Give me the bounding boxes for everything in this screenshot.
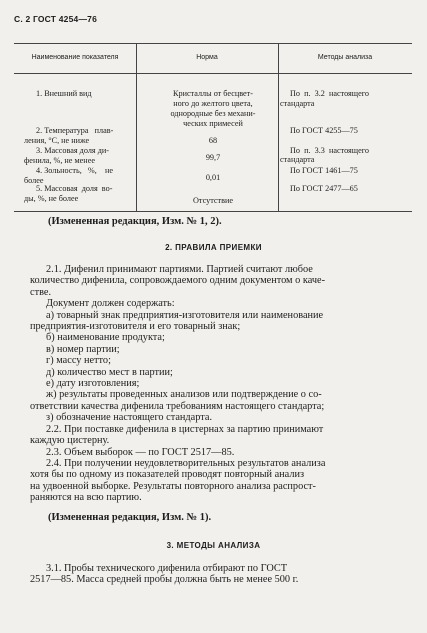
- column-header-method: Методы анализа: [317, 54, 373, 61]
- section2-line: 2.2. При поставке дифенила в цистернах за партию принимают: [46, 423, 324, 435]
- row3-name-b: фенила, %, не менее: [24, 156, 95, 165]
- section2-line: г) массу нетто;: [46, 355, 111, 367]
- section-3-body: [30, 563, 398, 586]
- section-2-title: 2. ПРАВИЛА ПРИЕМКИ: [165, 243, 262, 252]
- row4-method: По ГОСТ 1461—75: [290, 166, 358, 175]
- section3-line: 3.1. Пробы технического дифенила отбирают по ГОСТ: [46, 563, 288, 574]
- section2-line: Документ должен содержать:: [46, 298, 175, 310]
- row5-method: По ГОСТ 2477—65: [290, 184, 358, 193]
- section2-line: ж) результаты проведенных анализов или подтверждение о со-: [46, 389, 322, 401]
- section2-line: б) наименование продукта;: [46, 332, 165, 344]
- section2-line: в) номер партии;: [46, 343, 120, 355]
- row2-name-a: 2. Температура плав-: [36, 126, 114, 135]
- row4-name-a: 4. Зольность, %, не: [36, 166, 113, 175]
- section2-line: предприятия-изготовителя и его товарный знак;: [30, 321, 241, 333]
- section2-line: 2.1. Дифенил принимают партиями. Партией считают любое: [46, 264, 313, 275]
- section-3-title: 3. МЕТОДЫ АНАЛИЗА: [166, 541, 261, 550]
- table-rule-bottom: [14, 211, 412, 212]
- column-header-norm: Норма: [196, 54, 218, 61]
- section2-line: 2.3. Объем выборок — по ГОСТ 2517—85.: [46, 446, 235, 458]
- row3-method-a: По п. 3.3 настоящего: [290, 146, 369, 155]
- section2-line: количество дифенила, сопровождаемого одним документом о каче-: [30, 275, 326, 287]
- row3-name-a: 3. Массовая доля ди-: [36, 146, 109, 155]
- section3-line: 2517—85. Масса средней пробы должна быть не менее 500 г.: [30, 574, 299, 586]
- row4-name-b: более: [24, 176, 44, 185]
- table-rule-header: [14, 73, 412, 74]
- row2-norm: 68: [208, 136, 218, 145]
- row2-method: По ГОСТ 4255—75: [290, 126, 358, 135]
- row3-norm: 99,7: [205, 153, 221, 162]
- row5-norm: Отсутствие: [193, 196, 233, 205]
- section2-line: каждую цистерну.: [30, 435, 110, 447]
- table-rule-col2: [278, 43, 279, 211]
- row1-method-b: стандарта: [280, 99, 315, 108]
- amendment-note-1: (Измененная редакция, Изм. № 1, 2).: [48, 216, 222, 227]
- section2-line: 2.4. При получении неудовлетворительных результатов анализа: [46, 457, 326, 469]
- row1-method-a: По п. 3.2 настоящего: [290, 89, 369, 98]
- section2-line: хотя бы по одному из показателей проводят повторный анализ: [30, 469, 305, 481]
- section2-line: на удвоенной выборке. Результаты повторного анализа распрост-: [30, 480, 316, 492]
- row2-name-b: ления, °С, не ниже: [24, 136, 90, 145]
- column-header-name: Наименование показателя: [31, 54, 119, 61]
- section2-line: а) товарный знак предприятия-изготовителя или наименование: [46, 309, 324, 321]
- table-rule-top: [14, 43, 412, 44]
- section-2-body: [30, 264, 398, 504]
- row3-method-b: стандарта: [280, 155, 315, 164]
- section2-line: е) дату изготовления;: [46, 378, 140, 390]
- row5-name-b: ды, %, не более: [24, 194, 79, 203]
- specification-table: [14, 43, 412, 212]
- page-header: С. 2 ГОСТ 4254—76: [14, 14, 98, 24]
- row4-norm: 0,01: [205, 173, 221, 182]
- section2-line: раняются на всю партию.: [30, 492, 142, 504]
- row1-name: 1. Внешний вид: [36, 89, 92, 98]
- section2-line: ответствии качества дифенила требованиям настоящего стандарта;: [30, 400, 325, 412]
- section2-line: стве.: [30, 286, 52, 298]
- amendment-note-2: (Измененная редакция, Изм. № 1).: [48, 512, 212, 523]
- row5-name-a: 5. Массовая доля во-: [36, 184, 113, 193]
- section2-line: з) обозначение настоящего стандарта.: [46, 412, 213, 424]
- section2-line: д) количество мест в партии;: [46, 366, 173, 378]
- row1-norm: Кристаллы от бесцвет- ного до желтого цвета, однородные без механи- ческих примесей: [170, 89, 256, 128]
